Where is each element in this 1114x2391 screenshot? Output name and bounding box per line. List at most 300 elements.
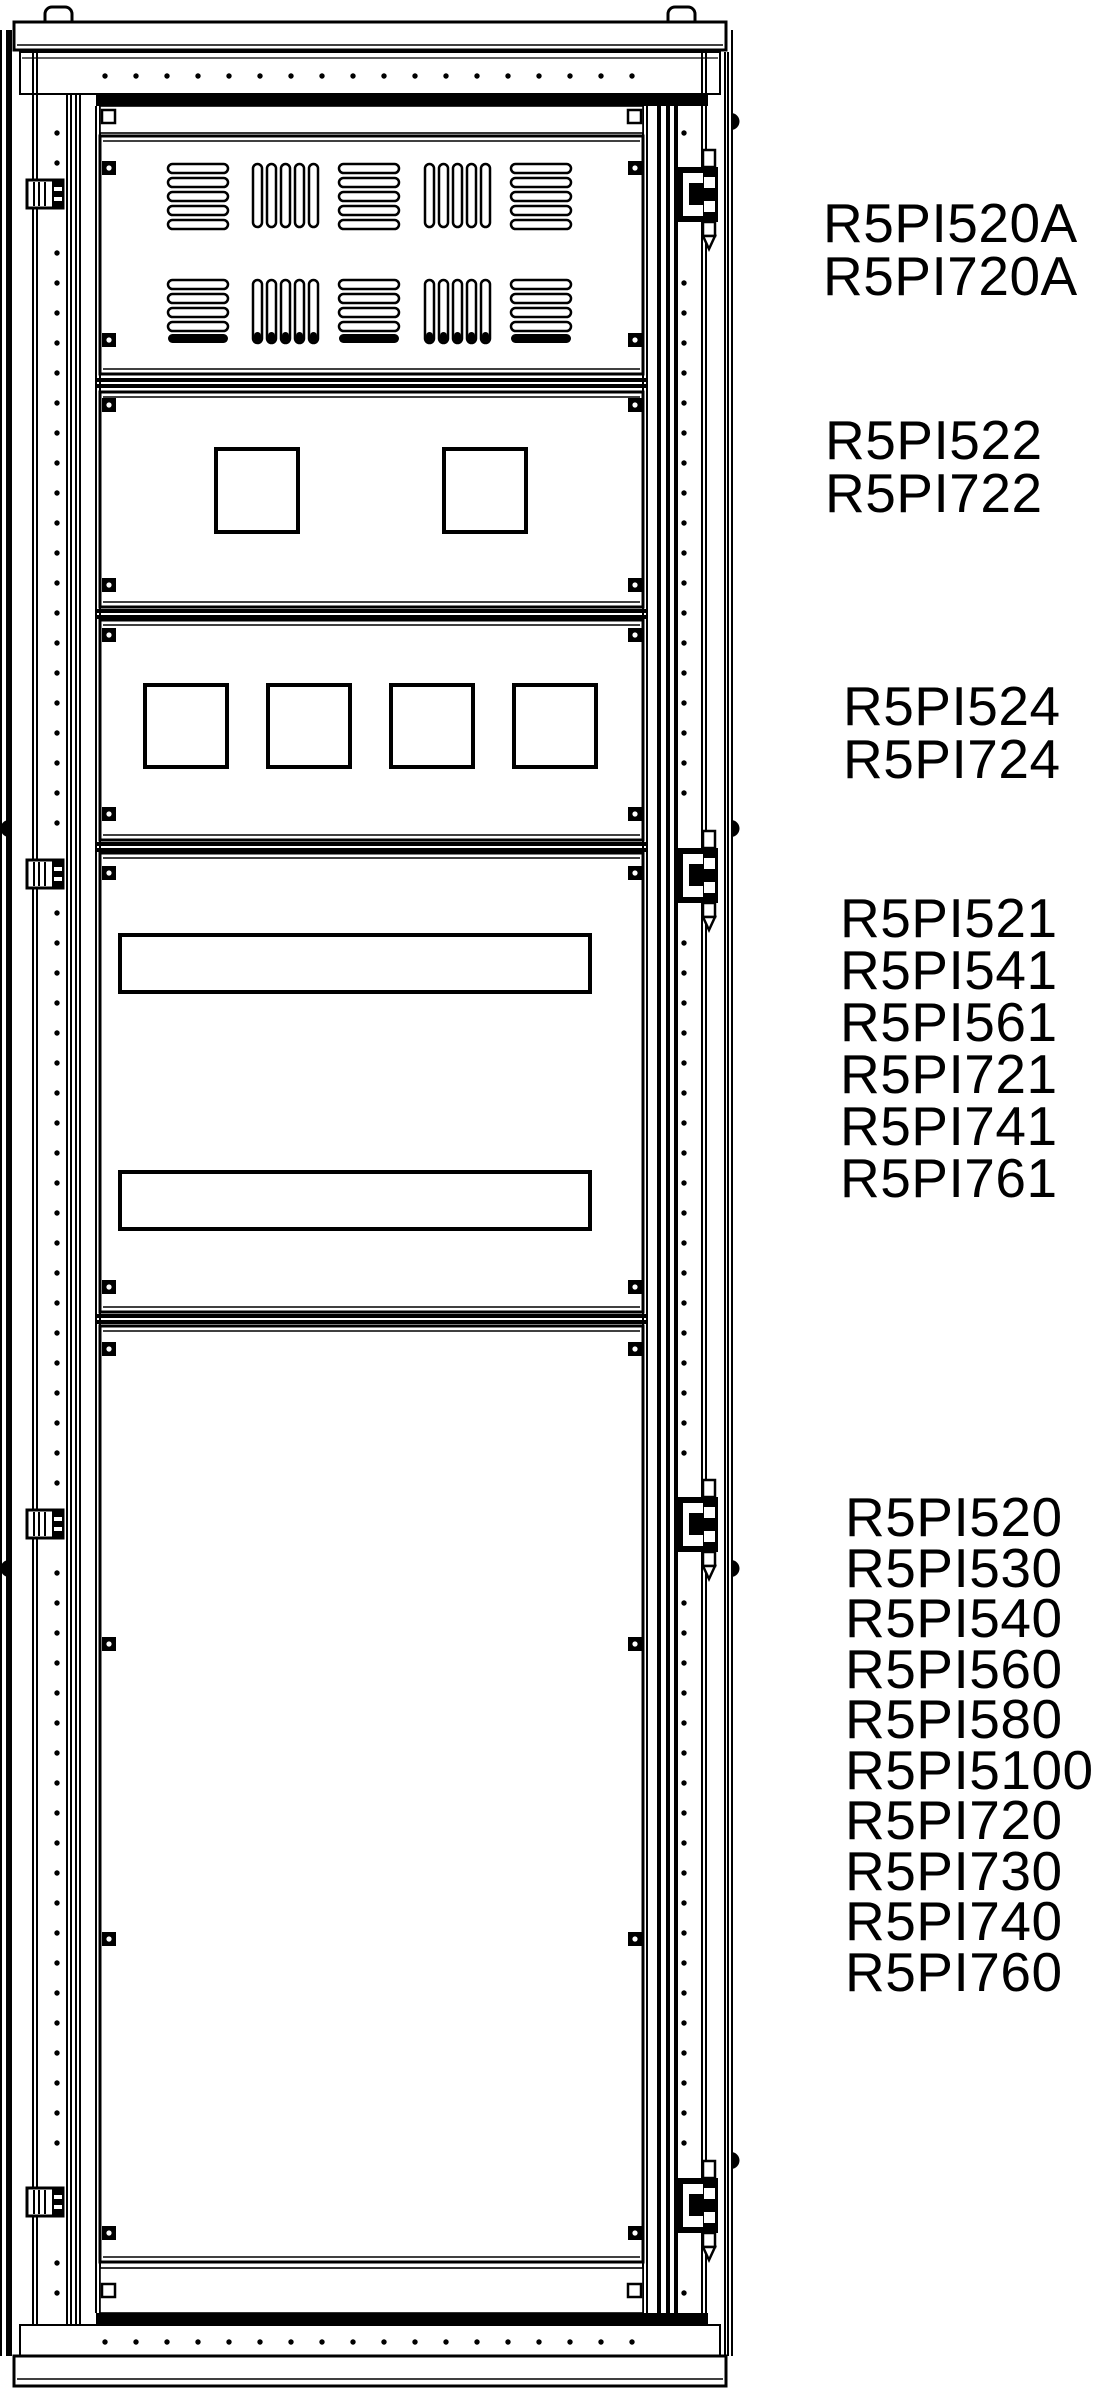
clip-slit (54, 1527, 62, 1531)
upright-hole-dot (54, 250, 59, 255)
hinge-core (689, 2194, 703, 2216)
hinge-knuckle (704, 858, 715, 869)
vent-slot-tip (268, 332, 275, 342)
upright-hole-dot (54, 1120, 59, 1125)
rail-hole-dot (474, 2339, 479, 2344)
label-group (840, 887, 1058, 1209)
hinge-pin-bottom (703, 1552, 715, 1566)
square-cutout (444, 449, 526, 532)
upright-hole-dot (54, 1930, 59, 1935)
upright-hole-dot (54, 1420, 59, 1425)
upright-hole-dot (54, 1630, 59, 1635)
rail-hole-dot (288, 2339, 293, 2344)
rail-hole-dot (505, 2339, 510, 2344)
wide-slot-cutout (120, 1172, 590, 1229)
upright-hole-dot (681, 1750, 686, 1755)
upright-hole-dot (681, 790, 686, 795)
bottom-rail (20, 2325, 720, 2356)
vent-slot-vertical (439, 164, 448, 227)
upright-hole-dot (681, 1240, 686, 1245)
upright-hole-dot (54, 430, 59, 435)
frame-upright-line (36, 52, 38, 2356)
upright-hole-dot (681, 1930, 686, 1935)
vent-slot (339, 220, 399, 229)
panel-mount-tab-hole (632, 632, 637, 637)
panel-divider (96, 609, 647, 613)
panel-mount-tab-hole (632, 1641, 637, 1646)
rail-hole-dot (443, 2339, 448, 2344)
clip-slit (54, 187, 62, 191)
upright-hole-dot (54, 1060, 59, 1065)
frame-upright-line (646, 106, 648, 2313)
part-number: R5PI521 (840, 887, 1058, 949)
rail-hole-dot (412, 73, 417, 78)
vent-slot (168, 206, 228, 215)
part-number: R5PI522 (825, 409, 1043, 471)
clip-latch (52, 861, 64, 887)
upright-hole-dot (681, 1900, 686, 1905)
upright-hole-dot (681, 1960, 686, 1965)
upright-hole-dot (681, 1630, 686, 1635)
upright-hole-dot (54, 1900, 59, 1905)
panel-mount-tab-hole (106, 1936, 111, 1941)
panel-mount-tab-hole (632, 337, 637, 342)
upright-hole-dot (681, 2020, 686, 2025)
vent-slot-vertical (453, 164, 462, 227)
panel-two-cutouts (100, 392, 643, 607)
part-number: R5PI561 (840, 991, 1058, 1053)
panel-divider (96, 384, 647, 388)
upright-hole-dot (54, 1360, 59, 1365)
upright-hole-dot (54, 790, 59, 795)
label-group (843, 675, 1061, 790)
upright-hole-dot (54, 520, 59, 525)
upright-hole-dot (54, 700, 59, 705)
upright-hole-dot (54, 1600, 59, 1605)
door-bottom-bar (96, 2313, 708, 2325)
vent-slot-tip (468, 332, 475, 342)
upright-hole-dot (54, 490, 59, 495)
hinge-pin-bottom (703, 903, 715, 917)
rail-hole-dot (598, 73, 603, 78)
hinge-pin-top (703, 2161, 715, 2178)
vent-slot-vertical (295, 164, 304, 227)
hinge-pin-top (703, 150, 715, 167)
panel-face (100, 1326, 643, 2262)
vent-slot-vertical (425, 164, 434, 227)
rail-hole-dot (102, 73, 107, 78)
part-number: R5PI721 (840, 1043, 1058, 1105)
upright-hole-dot (54, 1780, 59, 1785)
hinge-knuckle (704, 177, 715, 188)
upright-hole-dot (681, 700, 686, 705)
rail-hole-dot (226, 2339, 231, 2344)
upright-hole-dot (54, 1030, 59, 1035)
panel-mount-tab-hole (106, 1641, 111, 1646)
upright-hole-dot (54, 1720, 59, 1725)
upright-hole-dot (54, 1270, 59, 1275)
rail-hole-dot (381, 73, 386, 78)
hinge-pin-bottom (703, 2233, 715, 2247)
vent-slot (511, 192, 571, 201)
rail-hole-dot (536, 73, 541, 78)
vent-slot-tip (282, 332, 289, 342)
rail-hole-dot (257, 2339, 262, 2344)
upright-hole-dot (681, 670, 686, 675)
rail-hole-dot (598, 2339, 603, 2344)
upright-hole-dot (54, 130, 59, 135)
upright-hole-dot (54, 2020, 59, 2025)
part-number: R5PI760 (845, 1940, 1063, 2003)
upright-hole-dot (681, 460, 686, 465)
upright-hole-dot (681, 1660, 686, 1665)
upright-hole-dot (681, 1720, 686, 1725)
upright-hole-dot (681, 1300, 686, 1305)
vent-slot-tip (454, 332, 461, 342)
upright-hole-dot (54, 2140, 59, 2145)
part-number: R5PI730 (845, 1839, 1063, 1902)
panel-mount-tab-hole (632, 402, 637, 407)
square-cutout (391, 685, 473, 767)
label-group (823, 192, 1078, 307)
clip-slit (54, 1517, 62, 1521)
upright-hole-dot (54, 1870, 59, 1875)
clip-latch (52, 1511, 64, 1537)
frame-upright-line (70, 94, 72, 2330)
upright-hole-dot (681, 1390, 686, 1395)
upright-hole-dot (681, 280, 686, 285)
frame-clip-icon (27, 860, 64, 888)
hinge-knuckle (704, 2212, 715, 2223)
panel-mount-tab-hole (632, 1284, 637, 1289)
part-number: R5PI580 (845, 1688, 1063, 1750)
rail-hole-dot (288, 73, 293, 78)
part-number: R5PI741 (840, 1095, 1058, 1157)
part-number: R5PI524 (843, 675, 1061, 737)
panel-mount-tab-hole (106, 811, 111, 816)
panel-divider (96, 1314, 647, 1318)
panel-mount-tab-hole (106, 402, 111, 407)
upright-hole-dot (54, 1300, 59, 1305)
upright-hole-dot (54, 1810, 59, 1815)
vent-slot-filled (339, 334, 399, 343)
frame-upright-line (727, 52, 729, 2356)
upright-hole-dot (681, 1180, 686, 1185)
panel-divider (96, 842, 647, 846)
vent-slot (339, 206, 399, 215)
upright-hole-dot (681, 1330, 686, 1335)
upright-hole-dot (54, 2290, 59, 2295)
clip-slit (54, 197, 62, 201)
panel-face (100, 392, 643, 607)
hinge-pin-bottom (703, 222, 715, 236)
vent-slot (168, 294, 228, 303)
upright-hole-dot (681, 760, 686, 765)
upright-hole-dot (54, 1000, 59, 1005)
part-number: R5PI761 (840, 1147, 1058, 1209)
part-number: R5PI541 (840, 939, 1058, 1001)
hinge-pin-top (703, 1480, 715, 1497)
hinge-core (689, 864, 703, 886)
upright-hole-dot (54, 160, 59, 165)
clip-slit (54, 2205, 62, 2209)
panel-mount-tab-hole (106, 2230, 111, 2235)
upright-hole-dot (54, 1480, 59, 1485)
square-cutout (145, 685, 227, 767)
vent-slot-tip (296, 332, 303, 342)
upright-hole-dot (681, 2080, 686, 2085)
vent-slot (511, 280, 571, 289)
upright-hole-dot (681, 1060, 686, 1065)
upright-hole-dot (681, 1360, 686, 1365)
upright-hole-dot (681, 2140, 686, 2145)
rail-hole-dot (133, 73, 138, 78)
upright-hole-dot (54, 1450, 59, 1455)
vent-slot (168, 280, 228, 289)
frame-upright-line (657, 94, 661, 2330)
upright-hole-dot (681, 490, 686, 495)
panel-mount-tab-hole (106, 165, 111, 170)
upright-hole-dot (681, 1780, 686, 1785)
upright-hole-dot (54, 1570, 59, 1575)
panel-mount-tab-hole (632, 870, 637, 875)
upright-hole-dot (681, 1840, 686, 1845)
panel-mount-tab-hole (106, 632, 111, 637)
rail-hole-dot (319, 73, 324, 78)
vent-panel (100, 136, 643, 374)
upright-hole-dot (681, 610, 686, 615)
hinge-knuckle (704, 882, 715, 893)
upright-hole-dot (681, 340, 686, 345)
upright-hole-dot (54, 2050, 59, 2055)
upright-hole-dot (681, 640, 686, 645)
upright-hole-dot (681, 1810, 686, 1815)
part-number: R5PI5100 (845, 1738, 1094, 1801)
panel-mount-tab-hole (632, 1936, 637, 1941)
vent-slot (511, 164, 571, 173)
frame-upright-line (674, 94, 678, 2330)
upright-hole-dot (54, 970, 59, 975)
frame-upright-line (79, 94, 81, 2330)
panel-mount-tab-hole (632, 165, 637, 170)
frame-upright-line (75, 94, 77, 2330)
rail-hole-dot (319, 2339, 324, 2344)
vent-slot-tip (254, 332, 261, 342)
upright-hole-dot (54, 910, 59, 915)
rail-hole-dot (102, 2339, 107, 2344)
rail-hole-dot (629, 73, 634, 78)
hinge-core (689, 183, 703, 205)
vent-slot (168, 164, 228, 173)
upright-hole-dot (54, 580, 59, 585)
panel-four-cutouts (100, 620, 643, 840)
upright-hole-dot (681, 1210, 686, 1215)
frame-upright-line (95, 106, 97, 2313)
upright-hole-dot (681, 730, 686, 735)
part-number: R5PI540 (845, 1587, 1063, 1649)
upright-hole-dot (54, 2080, 59, 2085)
vent-slot (339, 280, 399, 289)
rail-hole-dot (505, 73, 510, 78)
vent-slot-tip (310, 332, 317, 342)
upright-hole-dot (54, 670, 59, 675)
part-number: R5PI740 (845, 1890, 1063, 1952)
part-number: R5PI530 (845, 1536, 1063, 1599)
upright-hole-dot (54, 1840, 59, 1845)
rail-hole-dot (195, 73, 200, 78)
vent-slot-tip (482, 332, 489, 342)
upright-hole-dot (681, 550, 686, 555)
panel-mount-tab-hole (106, 337, 111, 342)
upright-hole-dot (681, 2290, 686, 2295)
square-cutout (268, 685, 350, 767)
part-number: R5PI720A (823, 245, 1078, 307)
rail-hole-dot (164, 73, 169, 78)
clip-latch (52, 181, 64, 207)
panel-mount-tab-hole (632, 2230, 637, 2235)
panel-mount-tab-hole (106, 1346, 111, 1351)
upright-hole-dot (681, 2050, 686, 2055)
frame-clip-icon (27, 180, 64, 208)
upright-hole-dot (681, 400, 686, 405)
panel-mount-tab-hole (632, 582, 637, 587)
vent-slot-vertical (481, 164, 490, 227)
vent-slot (168, 322, 228, 331)
strip-mount-tab (628, 2284, 641, 2297)
upright-hole-dot (681, 1990, 686, 1995)
upright-hole-dot (54, 370, 59, 375)
frame-upright-line (701, 52, 703, 2356)
top-strip (100, 106, 643, 133)
upright-hole-dot (681, 1690, 686, 1695)
upright-hole-dot (54, 2260, 59, 2265)
upright-hole-dot (54, 460, 59, 465)
door-top-bar (96, 94, 708, 106)
upright-hole-dot (54, 730, 59, 735)
vent-slot-vertical (309, 164, 318, 227)
upright-hole-dot (681, 1870, 686, 1875)
upright-hole-dot (54, 1090, 59, 1095)
part-number: R5PI560 (845, 1637, 1063, 1700)
upright-hole-dot (681, 430, 686, 435)
upright-hole-dot (54, 2110, 59, 2115)
frame-upright-line (724, 52, 726, 2356)
strip-mount-tab (102, 2284, 115, 2297)
upright-hole-dot (681, 1450, 686, 1455)
upright-hole-dot (681, 1420, 686, 1425)
upright-hole-dot (681, 1120, 686, 1125)
upright-hole-dot (681, 1270, 686, 1275)
vent-slot (511, 206, 571, 215)
upright-hole-dot (54, 1180, 59, 1185)
frame-upright-line (666, 94, 670, 2330)
panel-two-slots (100, 853, 643, 1312)
upright-hole-dot (54, 550, 59, 555)
hinge-core (689, 1513, 703, 1535)
wide-slot-cutout (120, 935, 590, 992)
strip-mount-tab (102, 110, 115, 123)
vent-slot (339, 178, 399, 187)
square-cutout (514, 685, 596, 767)
vent-slot-filled (511, 334, 571, 343)
clip-latch (52, 2189, 64, 2215)
label-group (825, 409, 1043, 524)
frame-upright-line (731, 30, 733, 2356)
clip-slit (54, 867, 62, 871)
frame-upright-line (32, 52, 34, 2356)
frame-upright-line (66, 94, 68, 2330)
upright-hole-dot (681, 970, 686, 975)
rail-hole-dot (567, 2339, 572, 2344)
part-number: R5PI722 (825, 462, 1043, 524)
upright-hole-dot (681, 520, 686, 525)
rail-hole-dot (443, 73, 448, 78)
frame-upright-line (0, 30, 2, 2356)
blank-panel (100, 1326, 643, 2262)
panel-mount-tab-hole (106, 870, 111, 875)
upright-hole-dot (54, 1330, 59, 1335)
vent-slot (511, 220, 571, 229)
frame-clip-icon (27, 2188, 64, 2216)
upright-hole-dot (54, 1960, 59, 1965)
clip-slit (54, 2195, 62, 2199)
vent-slot-vertical (267, 164, 276, 227)
rail-hole-dot (474, 73, 479, 78)
upright-hole-dot (54, 1390, 59, 1395)
bottom-strip (100, 2268, 643, 2313)
upright-hole-dot (681, 1090, 686, 1095)
upright-hole-dot (54, 400, 59, 405)
vent-slot-vertical (281, 164, 290, 227)
top-cap (14, 22, 726, 50)
vent-slot-filled (168, 334, 228, 343)
part-number: R5PI724 (843, 728, 1061, 790)
rail-hole-dot (381, 2339, 386, 2344)
vent-slot-tip (440, 332, 447, 342)
panel-divider (96, 615, 647, 619)
rail-hole-dot (629, 2339, 634, 2344)
label-group (845, 1486, 1094, 2003)
vent-slot-vertical (253, 164, 262, 227)
panel-divider (96, 848, 647, 852)
rail-hole-dot (257, 73, 262, 78)
frame-upright-line (6, 30, 12, 2356)
vent-slot-vertical (467, 164, 476, 227)
clip-slit (54, 877, 62, 881)
vent-slot (511, 178, 571, 187)
upright-hole-dot (54, 1150, 59, 1155)
panel-mount-tab-hole (632, 1346, 637, 1351)
upright-hole-dot (54, 1690, 59, 1695)
rail-hole-dot (350, 2339, 355, 2344)
upright-hole-dot (54, 640, 59, 645)
rail-hole-dot (350, 73, 355, 78)
panel-mount-tab-hole (632, 811, 637, 816)
rail-hole-dot (567, 73, 572, 78)
upright-hole-dot (54, 940, 59, 945)
panel-mount-tab-hole (106, 1284, 111, 1289)
panel-mount-tab-hole (106, 582, 111, 587)
vent-slot-tip (426, 332, 433, 342)
hinge-knuckle (704, 1531, 715, 1542)
panel-face (100, 853, 643, 1312)
upright-hole-dot (54, 1210, 59, 1215)
upright-hole-dot (54, 280, 59, 285)
vent-slot (511, 294, 571, 303)
vent-slot (339, 308, 399, 317)
vent-slot (339, 192, 399, 201)
upright-hole-dot (54, 1660, 59, 1665)
